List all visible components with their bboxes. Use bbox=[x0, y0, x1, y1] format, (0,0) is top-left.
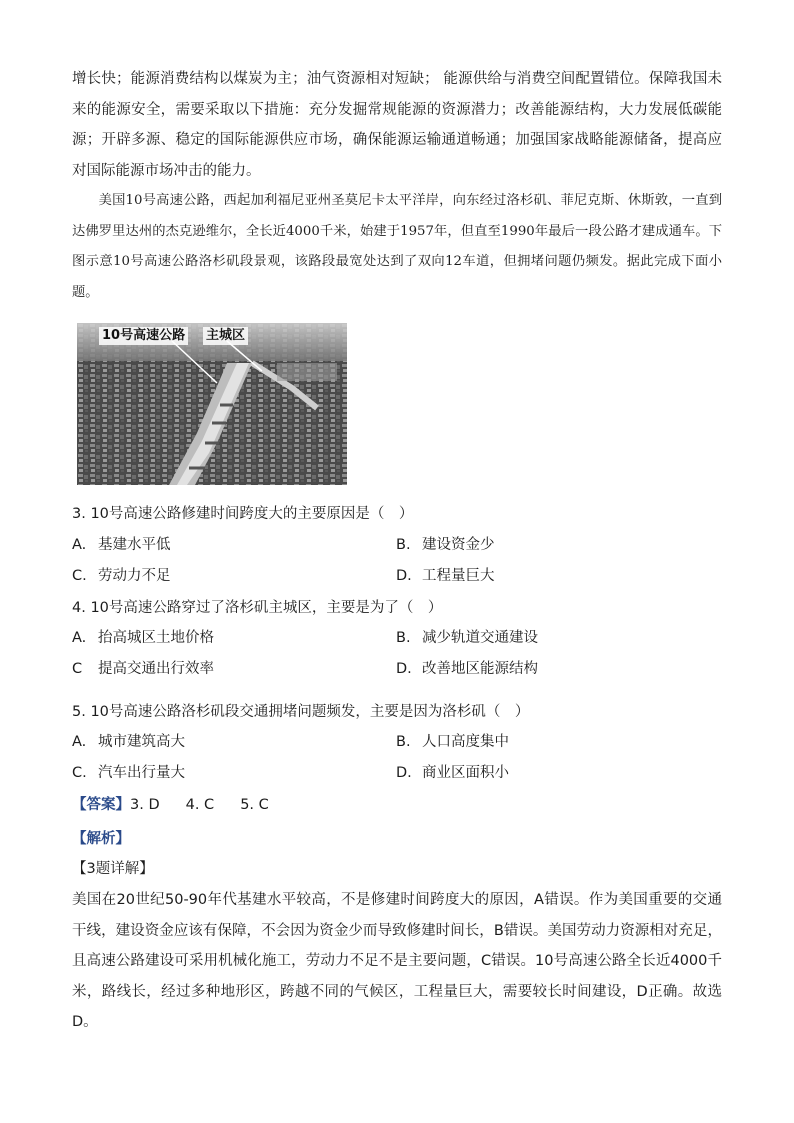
highway-photo bbox=[77, 323, 347, 485]
question-5-option-c[interactable]: C. 汽车出行量大 bbox=[72, 765, 185, 781]
question-3-stem: 3. 10号高速公路修建时间跨度大的主要原因是（ ） bbox=[72, 506, 414, 522]
question-5-stem: 5. 10号高速公路洛杉矶段交通拥堵问题频发，主要是因为洛杉矶（ ） bbox=[72, 704, 530, 720]
question-4-option-a[interactable]: A. 抬高城区土地价格 bbox=[72, 630, 214, 646]
analysis-label: 【解析】 bbox=[72, 831, 130, 847]
question-3-option-d[interactable]: D. 工程量巨大 bbox=[396, 568, 495, 584]
answer-item: 3. D bbox=[130, 797, 160, 813]
answer-row bbox=[72, 795, 295, 815]
question-4-option-c[interactable]: C 提高交通出行效率 bbox=[72, 661, 214, 677]
question-5-option-b[interactable]: B. 人口高度集中 bbox=[396, 734, 509, 750]
question-4-option-b[interactable]: B. 减少轨道交通建设 bbox=[396, 630, 538, 646]
question-4-option-d[interactable]: D. 改善地区能源结构 bbox=[396, 661, 538, 677]
question-3-option-b[interactable]: B. 建设资金少 bbox=[396, 537, 495, 553]
city-aerial-image bbox=[77, 323, 347, 485]
answer-item: 5. C bbox=[240, 797, 269, 813]
detail-heading: 【3题详解】 bbox=[72, 861, 154, 877]
answer-label: 【答案】 bbox=[72, 797, 130, 813]
question-5-option-d[interactable]: D. 商业区面积小 bbox=[396, 765, 509, 781]
question-5-option-a[interactable]: A. 城市建筑高大 bbox=[72, 734, 185, 750]
question-3-option-c[interactable]: C. 劳动力不足 bbox=[72, 568, 171, 584]
question-3-option-a[interactable]: A. 基建水平低 bbox=[72, 537, 171, 553]
detail-paragraph: 美国在20世纪50-90年代基建水平较高，不是修建时间跨度大的原因，A错误。作为美国重要的交通干线，建设资金应该有保障，不会因为资金少而导致修建时间长，B错误。美国劳动力资源相对充足，且高速公路建设可采用机械化施工，劳动力不足不是主要问题，C错误。10号高速公路全长近4000千米，路线长，经过多种地形区，跨越不同的气候区，工程量巨大，需要较长时间建设，D正确。故选D。 bbox=[72, 892, 722, 1030]
question-4-stem: 4. 10号高速公路穿过了洛杉矶主城区，主要是为了（ ） bbox=[72, 600, 443, 616]
intro-paragraph: 美国10号高速公路，西起加利福尼亚州圣莫尼卡太平洋岸，向东经过洛杉矶、菲尼克斯、休斯敦，一直到达佛罗里达州的杰克逊维尔，全长近4000千米，始建于1957年，但直至1990年最后一段公路才建成通车。下图示意10号高速公路洛杉矶段景观，该路段最宽处达到了双向12车道，但拥堵问题仍频发。据此完成下面小题。 bbox=[72, 193, 722, 300]
label-highway: 10号高速公路 bbox=[99, 327, 188, 345]
label-main-city: 主城区 bbox=[203, 327, 248, 345]
top-paragraph: 增长快；能源消费结构以煤炭为主；油气资源相对短缺； 能源供给与消费空间配置错位。保障我国未来的能源安全，需要采取以下措施：充分发掘常规能源的资源潜力；改善能源结构，大力发展低碳能源；开辟多源、稳定的国际能源供应市场，确保能源运输通道畅通；加强国家战略能源储备，提高应对国际能源市场冲击的能力。 bbox=[72, 71, 722, 179]
answer-item: 4. C bbox=[185, 797, 215, 813]
